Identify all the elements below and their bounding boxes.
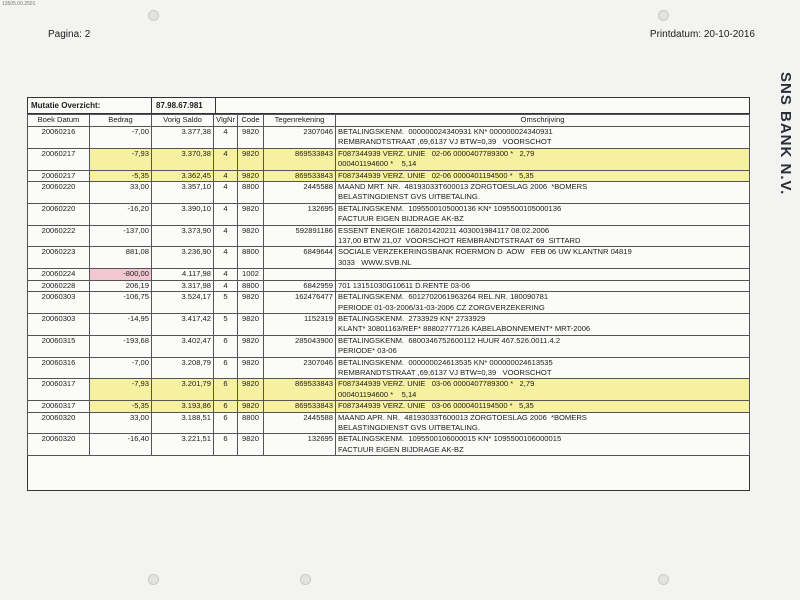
description-line: 701 13151030G10611 D.RENTE 03-06 bbox=[338, 280, 470, 290]
cell-vlgnr: 6 bbox=[214, 357, 238, 379]
table-row bbox=[28, 379, 750, 401]
cell-boek-datum: 20060224 bbox=[28, 269, 90, 280]
description-line: 000401194600 * 5,14 bbox=[338, 159, 417, 169]
cell-omschrijving bbox=[336, 170, 750, 181]
description-line: SOCIALE VERZEKERINGSBANK ROERMON D AOW FEB 06 UW KLANTNR 04819 bbox=[338, 247, 632, 257]
cell-vlgnr: 6 bbox=[214, 434, 238, 456]
cell-vorig-saldo: 3.524,17 bbox=[152, 292, 214, 314]
cell-vlgnr: 4 bbox=[214, 280, 238, 291]
cell-omschrijving bbox=[336, 401, 750, 412]
description-line: BELASTINGDIENST GVS UITBETALING. bbox=[338, 192, 480, 202]
description-line: BETALINGSKENM. 1095500106000015 KN* 1095500106000015 bbox=[338, 434, 562, 444]
cell-boek-datum: 20060223 bbox=[28, 247, 90, 269]
cell-boek-datum: 20060317 bbox=[28, 401, 90, 412]
cell-vlgnr: 6 bbox=[214, 412, 238, 434]
cell-boek-datum: 20060317 bbox=[28, 379, 90, 401]
cell-bedrag: 206,19 bbox=[90, 280, 152, 291]
cell-code: 9820 bbox=[238, 401, 264, 412]
column-header-boek-datum: Boek Datum bbox=[28, 115, 90, 127]
cell-vlgnr: 4 bbox=[214, 247, 238, 269]
description-line: F087344939 VERZ. UNIE 02-06 0000407789300 * 2,79 bbox=[338, 148, 535, 158]
cell-omschrijving bbox=[336, 269, 750, 280]
cell-omschrijving bbox=[336, 225, 750, 247]
column-header-tegenrekening: Tegenrekening bbox=[264, 115, 336, 127]
cell-bedrag: -16,40 bbox=[90, 434, 152, 456]
description-line: 3033 WWW.SVB.NL bbox=[338, 257, 412, 267]
cell-omschrijving bbox=[336, 357, 750, 379]
description-line: FACTUUR EIGEN BIJDRAGE AK-BZ bbox=[338, 444, 464, 454]
cell-vlgnr: 5 bbox=[214, 292, 238, 314]
cell-vorig-saldo: 3.201,79 bbox=[152, 379, 214, 401]
cell-bedrag: -193,68 bbox=[90, 335, 152, 357]
column-header-code: Code bbox=[238, 115, 264, 127]
cell-tegenrekening: 132695 bbox=[264, 203, 336, 225]
cell-code: 9820 bbox=[238, 225, 264, 247]
cell-boek-datum: 20060222 bbox=[28, 225, 90, 247]
table-row bbox=[28, 335, 750, 357]
cell-vorig-saldo: 3.221,51 bbox=[152, 434, 214, 456]
cell-bedrag: -5,35 bbox=[90, 170, 152, 181]
description-line: MAAND MRT. NR. 48193033T600013 ZORGTOESLAG 2006 *BOMERS bbox=[338, 182, 588, 192]
cell-vorig-saldo: 3.357,10 bbox=[152, 182, 214, 204]
table-row bbox=[28, 127, 750, 149]
cell-boek-datum: 20060220 bbox=[28, 203, 90, 225]
cell-bedrag: -7,00 bbox=[90, 357, 152, 379]
cell-omschrijving bbox=[336, 247, 750, 269]
cell-bedrag: 881,08 bbox=[90, 247, 152, 269]
cell-code: 9820 bbox=[238, 127, 264, 149]
description-line: 000401194600 * 5,14 bbox=[338, 389, 417, 399]
cell-boek-datum: 20060320 bbox=[28, 412, 90, 434]
table-row bbox=[28, 434, 750, 456]
cell-code: 9820 bbox=[238, 148, 264, 170]
table-row bbox=[28, 280, 750, 291]
description-line: REMBRANDTSTRAAT ,69,6137 VJ BTW=0,39 VOORSCHOT bbox=[338, 137, 552, 147]
cell-vorig-saldo: 3.188,51 bbox=[152, 412, 214, 434]
cell-bedrag: 33,00 bbox=[90, 412, 152, 434]
description-line: F087344939 VERZ. UNIE 03-06 0000401194500 * 5,35 bbox=[338, 401, 534, 411]
table-row bbox=[28, 203, 750, 225]
cell-vlgnr: 6 bbox=[214, 401, 238, 412]
cell-bedrag: -137,00 bbox=[90, 225, 152, 247]
cell-bedrag: -800,00 bbox=[90, 269, 152, 280]
cell-vlgnr: 4 bbox=[214, 127, 238, 149]
description-line: 137,00 BTW 21,07 VOORSCHOT REMBRANDTSTRAAT 69 SITTARD bbox=[338, 236, 581, 246]
description-line: BETALINGSKENM. 000000024340931 KN* 000000024340931 bbox=[338, 127, 553, 136]
description-line: PERIODE* 03-06 bbox=[338, 346, 397, 356]
cell-boek-datum: 20060320 bbox=[28, 434, 90, 456]
table-row bbox=[28, 247, 750, 269]
table-row bbox=[28, 292, 750, 314]
cell-code: 9820 bbox=[238, 292, 264, 314]
column-header-bedrag: Bedrag bbox=[90, 115, 152, 127]
column-header-vorig-saldo: Vorig Saldo bbox=[152, 115, 214, 127]
cell-omschrijving bbox=[336, 412, 750, 434]
description-line: F087344939 VERZ. UNIE 03-06 0000407789300 * 2,79 bbox=[338, 379, 535, 389]
cell-tegenrekening: 869533843 bbox=[264, 148, 336, 170]
cell-boek-datum: 20060315 bbox=[28, 335, 90, 357]
cell-code: 8800 bbox=[238, 280, 264, 291]
cell-bedrag: -106,75 bbox=[90, 292, 152, 314]
cell-tegenrekening: 2307046 bbox=[264, 357, 336, 379]
table-row bbox=[28, 182, 750, 204]
cell-code: 9820 bbox=[238, 357, 264, 379]
cell-tegenrekening: 869533843 bbox=[264, 379, 336, 401]
description-line: BETALINGSKENM. 2733929 KN* 2733929 bbox=[338, 313, 486, 323]
description-line: BETALINGSKENM. 000000024613535 KN* 000000024613535 bbox=[338, 357, 553, 367]
cell-tegenrekening: 2307046 bbox=[264, 127, 336, 149]
overview-label: Mutatie Overzicht: bbox=[28, 98, 152, 113]
cell-omschrijving bbox=[336, 127, 750, 149]
cell-omschrijving bbox=[336, 280, 750, 291]
cell-omschrijving bbox=[336, 148, 750, 170]
cell-boek-datum: 20060316 bbox=[28, 357, 90, 379]
description-line: BETALINGSKENM. 6800346752600112 HUUR 467.526.0011.4.2 bbox=[338, 335, 561, 345]
cell-tegenrekening: 6849644 bbox=[264, 247, 336, 269]
cell-tegenrekening: 2445588 bbox=[264, 412, 336, 434]
cell-tegenrekening: 2445588 bbox=[264, 182, 336, 204]
scan-id: 13505.00.2501 bbox=[2, 1, 36, 7]
table-row bbox=[28, 357, 750, 379]
page-number: Pagina: 2 bbox=[48, 29, 91, 40]
description-line: ESSENT ENERGIE 168201420211 403001984117 08.02.2006 bbox=[338, 225, 550, 235]
cell-omschrijving bbox=[336, 203, 750, 225]
cell-bedrag: -7,00 bbox=[90, 127, 152, 149]
cell-code: 8800 bbox=[238, 247, 264, 269]
cell-bedrag: -5,35 bbox=[90, 401, 152, 412]
column-header-vlgnr: VlgNr bbox=[214, 115, 238, 127]
cell-code: 9820 bbox=[238, 379, 264, 401]
description-line bbox=[338, 269, 747, 279]
cell-vlgnr: 4 bbox=[214, 269, 238, 280]
cell-code: 9820 bbox=[238, 170, 264, 181]
cell-omschrijving bbox=[336, 292, 750, 314]
cell-vlgnr: 6 bbox=[214, 379, 238, 401]
table-row bbox=[28, 170, 750, 181]
cell-boek-datum: 20060217 bbox=[28, 148, 90, 170]
description-line: BETALINGSKENM. 1095500105000136 KN* 1095500105000136 bbox=[338, 203, 562, 213]
cell-omschrijving bbox=[336, 434, 750, 456]
cell-vorig-saldo: 3.377,38 bbox=[152, 127, 214, 149]
description-line: KLANT* 30801163/REF* 88802777126 KABELABONNEMENT* MRT-2006 bbox=[338, 324, 591, 334]
table-header-row bbox=[28, 115, 750, 127]
cell-vorig-saldo: 4.117,98 bbox=[152, 269, 214, 280]
cell-vlgnr: 4 bbox=[214, 203, 238, 225]
table-row bbox=[28, 313, 750, 335]
cell-tegenrekening: 285043900 bbox=[264, 335, 336, 357]
cell-vorig-saldo: 3.370,38 bbox=[152, 148, 214, 170]
cell-tegenrekening: 869533843 bbox=[264, 170, 336, 181]
cell-vorig-saldo: 3.402,47 bbox=[152, 335, 214, 357]
account-number: 87.98.67.981 bbox=[152, 98, 216, 113]
punch-hole bbox=[148, 10, 159, 21]
table-row bbox=[28, 401, 750, 412]
cell-code: 9820 bbox=[238, 335, 264, 357]
description-line: FACTUUR EIGEN BIJDRAGE AK-BZ bbox=[338, 214, 464, 224]
punch-hole bbox=[148, 574, 159, 585]
cell-vorig-saldo: 3.317,98 bbox=[152, 280, 214, 291]
cell-vorig-saldo: 3.417,42 bbox=[152, 313, 214, 335]
print-date: Printdatum: 20-10-2016 bbox=[649, 29, 755, 40]
cell-code: 9820 bbox=[238, 434, 264, 456]
cell-boek-datum: 20060220 bbox=[28, 182, 90, 204]
cell-code: 9820 bbox=[238, 203, 264, 225]
table-row bbox=[28, 225, 750, 247]
cell-bedrag: -16,20 bbox=[90, 203, 152, 225]
table-row bbox=[28, 148, 750, 170]
cell-boek-datum: 20060216 bbox=[28, 127, 90, 149]
cell-vlgnr: 4 bbox=[214, 148, 238, 170]
description-line: F087344939 VERZ. UNIE 02-06 0000401194500 * 5,35 bbox=[338, 170, 534, 180]
cell-boek-datum: 20060303 bbox=[28, 292, 90, 314]
cell-vlgnr: 6 bbox=[214, 335, 238, 357]
cell-bedrag: 33,00 bbox=[90, 182, 152, 204]
cell-bedrag: -14,95 bbox=[90, 313, 152, 335]
punch-hole bbox=[658, 10, 669, 21]
transactions-table bbox=[27, 114, 750, 456]
cell-code: 8800 bbox=[238, 182, 264, 204]
cell-tegenrekening bbox=[264, 269, 336, 280]
cell-vlgnr: 5 bbox=[214, 313, 238, 335]
cell-vlgnr: 4 bbox=[214, 225, 238, 247]
cell-code: 8800 bbox=[238, 412, 264, 434]
cell-tegenrekening: 869533843 bbox=[264, 401, 336, 412]
cell-vorig-saldo: 3.193,86 bbox=[152, 401, 214, 412]
cell-boek-datum: 20060228 bbox=[28, 280, 90, 291]
cell-tegenrekening: 592891186 bbox=[264, 225, 336, 247]
table-row bbox=[28, 269, 750, 280]
cell-tegenrekening: 132695 bbox=[264, 434, 336, 456]
description-line: MAAND APR. NR. 48193033T600013 ZORGTOESLAG 2006 *BOMERS bbox=[338, 412, 587, 422]
column-header-omschrijving: Omschrijving bbox=[336, 115, 750, 127]
overview-title-row bbox=[28, 98, 749, 114]
cell-vorig-saldo: 3.390,10 bbox=[152, 203, 214, 225]
cell-tegenrekening: 6842959 bbox=[264, 280, 336, 291]
description-line: BETALINGSKENM. 6012702061963264 REL.NR. 180090781 bbox=[338, 292, 549, 302]
cell-tegenrekening: 162476477 bbox=[264, 292, 336, 314]
statement-table-frame bbox=[27, 97, 750, 491]
cell-omschrijving bbox=[336, 335, 750, 357]
punch-hole bbox=[658, 574, 669, 585]
table-row bbox=[28, 412, 750, 434]
cell-vorig-saldo: 3.236,90 bbox=[152, 247, 214, 269]
cell-vlgnr: 4 bbox=[214, 170, 238, 181]
punch-hole bbox=[300, 574, 311, 585]
description-line: PERIODE 01-03-2006/31-03-2006 CZ ZORGVERZEKERING bbox=[338, 302, 545, 312]
cell-omschrijving bbox=[336, 313, 750, 335]
cell-boek-datum: 20060217 bbox=[28, 170, 90, 181]
cell-tegenrekening: 1152319 bbox=[264, 313, 336, 335]
cell-omschrijving bbox=[336, 182, 750, 204]
bank-name: SNS BANK N.V. bbox=[777, 72, 794, 196]
cell-vlgnr: 4 bbox=[214, 182, 238, 204]
cell-omschrijving bbox=[336, 379, 750, 401]
cell-code: 1002 bbox=[238, 269, 264, 280]
cell-vorig-saldo: 3.208,79 bbox=[152, 357, 214, 379]
cell-bedrag: -7,93 bbox=[90, 148, 152, 170]
cell-bedrag: -7,93 bbox=[90, 379, 152, 401]
cell-vorig-saldo: 3.362,45 bbox=[152, 170, 214, 181]
description-line: BELASTINGDIENST GVS UITBETALING. bbox=[338, 422, 480, 432]
description-line: REMBRANDTSTRAAT ,69,6137 VJ BTW=0,39 VOORSCHOT bbox=[338, 367, 552, 377]
cell-code: 9820 bbox=[238, 313, 264, 335]
cell-boek-datum: 20060303 bbox=[28, 313, 90, 335]
cell-vorig-saldo: 3.373,90 bbox=[152, 225, 214, 247]
